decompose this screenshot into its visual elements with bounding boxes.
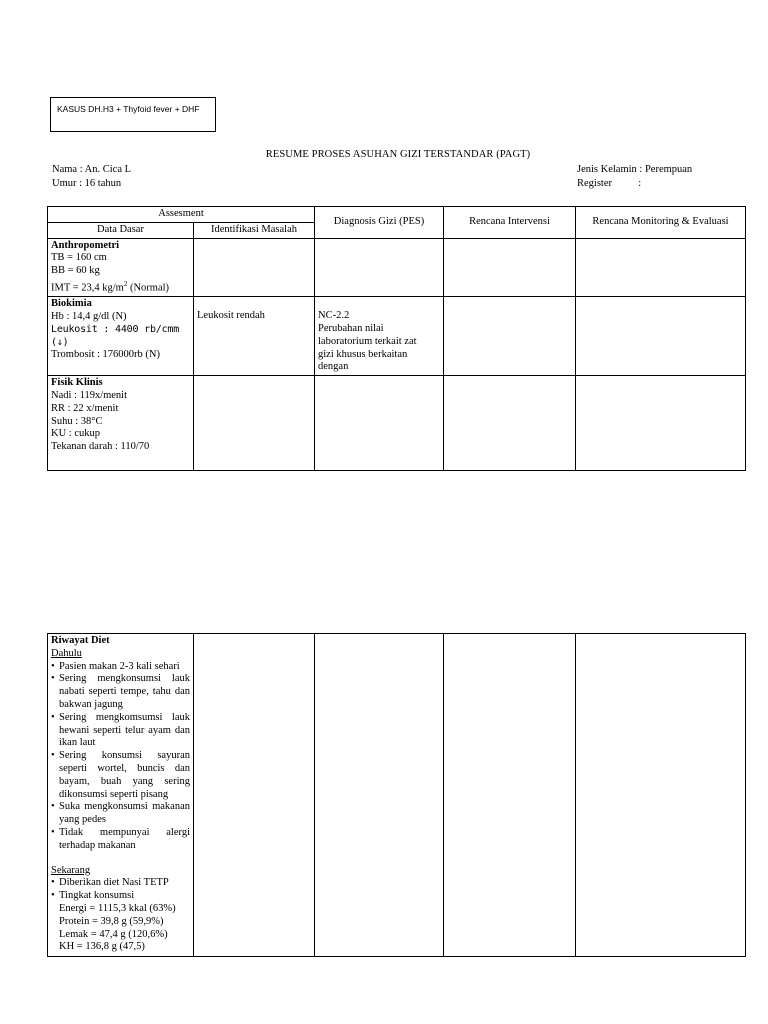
konsumsi-lemak: Lemak = 47,4 g (120,6%) — [59, 928, 168, 940]
cell-empty — [444, 634, 576, 957]
dahulu-item: • Sering mengkomsumsi lauk hewani seperti telur ayam dan ikan laut — [51, 712, 190, 750]
cell-anthropometri — [48, 238, 194, 297]
dahulu-item: • Sering mengkonsumsi lauk nabati seperti tempe, tahu dan bakwan jagung — [51, 673, 190, 711]
biokimia-trombosit: Trombosit : 176000rb (N) — [51, 349, 160, 361]
diet-history-table — [47, 633, 746, 957]
row-fisik — [48, 376, 746, 471]
row-riwayat-diet — [48, 634, 746, 957]
header-identifikasi: Identifikasi Masalah — [194, 222, 315, 238]
diagnosis-code: NC-2.2 — [318, 310, 350, 322]
patient-gender: Jenis Kelamin : Perempuan — [577, 164, 693, 175]
patient-register: Register : — [577, 178, 642, 189]
anthropometri-imt: IMT = 23,4 $kg/m^2$ (Normal) — [51, 279, 170, 294]
dahulu-item: • Suka mengkonsumsi makanan yang pedes — [51, 801, 190, 827]
anthropometri-bb: BB = 60 kg — [51, 265, 100, 277]
cell-fisik — [48, 376, 194, 471]
assessment-table — [47, 206, 746, 471]
case-label: KASUS DH.H3 + Thyfoid fever + DHF — [57, 104, 200, 114]
anthropometri-tb: TB = 160 cm — [51, 252, 107, 264]
cell-empty — [576, 376, 746, 471]
fisik-nadi: Nadi : 119x/menit — [51, 390, 128, 402]
cell-empty — [194, 376, 315, 471]
header-monitoring: Rencana Monitoring & Evaluasi — [576, 207, 746, 239]
header-assesment: Assesment — [48, 207, 315, 223]
cell-empty — [444, 238, 576, 297]
cell-empty — [444, 297, 576, 376]
diagnosis-text: Perubahan nilai laboratorium terkait zat gizi khusus berkaitan dengan — [318, 323, 417, 373]
biokimia-heading: Biokimia — [51, 298, 92, 310]
biokimia-hb: Hb : 14,4 g/dl (N) — [51, 311, 127, 323]
konsumsi-energi: Energi = 1115,3 kkal (63%) — [59, 902, 176, 914]
cell-empty — [576, 238, 746, 297]
case-label-box — [50, 97, 216, 132]
dahulu-item: • Sering konsumsi sayuran seperti wortel, buncis dan bayam, buah yang sering dikonsumsi seperti pisang — [51, 750, 190, 801]
cell-empty — [315, 634, 444, 957]
fisik-heading: Fisik Klinis — [51, 377, 103, 389]
fisik-ku: KU : cukup — [51, 428, 100, 440]
dahulu-item: • Tidak mempunyai alergi terhadap makanan — [51, 827, 190, 853]
konsumsi-protein: Protein = 39,8 g (59,9%) — [59, 915, 164, 927]
cell-riwayat-diet — [48, 634, 194, 957]
patient-age: Umur : 16 tahun — [52, 178, 122, 189]
biokimia-leukosit: Leukosit : 4400 rb/cmm (↓) — [51, 323, 180, 348]
cell-empty — [315, 238, 444, 297]
document-title: RESUME PROSES ASUHAN GIZI TERSTANDAR (PAGT) — [265, 149, 531, 160]
konsumsi-kh: KH = 136,8 g (47,5) — [59, 941, 145, 953]
dahulu-label: Dahulu — [51, 647, 82, 659]
dahulu-item: • Pasien makan 2-3 kali sehari — [51, 661, 190, 674]
riwayat-heading: Riwayat Diet — [51, 635, 110, 646]
header-diagnosis: Diagnosis Gizi (PES) — [315, 207, 444, 239]
row-anthropometri — [48, 238, 746, 297]
biokimia-problem: Leukosit rendah — [197, 310, 265, 322]
cell-empty — [315, 376, 444, 471]
fisik-td: Tekanan darah : 110/70 — [51, 441, 150, 453]
sekarang-item: • Diberikan diet Nasi TETP — [51, 877, 190, 890]
fisik-rr: RR : 22 x/menit — [51, 402, 119, 414]
header-intervensi: Rencana Intervensi — [444, 207, 576, 239]
cell-diagnosis-biokimia — [315, 297, 444, 376]
sekarang-label: Sekarang — [51, 864, 91, 876]
header-data-dasar: Data Dasar — [48, 222, 194, 238]
cell-empty — [576, 297, 746, 376]
cell-empty — [576, 634, 746, 957]
cell-biokimia — [48, 297, 194, 376]
sekarang-item: • Tingkat konsumsi — [51, 890, 190, 903]
cell-empty — [194, 238, 315, 297]
row-biokimia — [48, 297, 746, 376]
anthropometri-heading: Anthropometri — [51, 239, 120, 251]
patient-name: Nama : An. Cica L — [52, 164, 132, 175]
cell-empty — [194, 634, 315, 957]
fisik-suhu: Suhu : 38°C — [51, 415, 103, 427]
cell-empty — [444, 376, 576, 471]
cell-identifikasi-biokimia — [194, 297, 315, 376]
